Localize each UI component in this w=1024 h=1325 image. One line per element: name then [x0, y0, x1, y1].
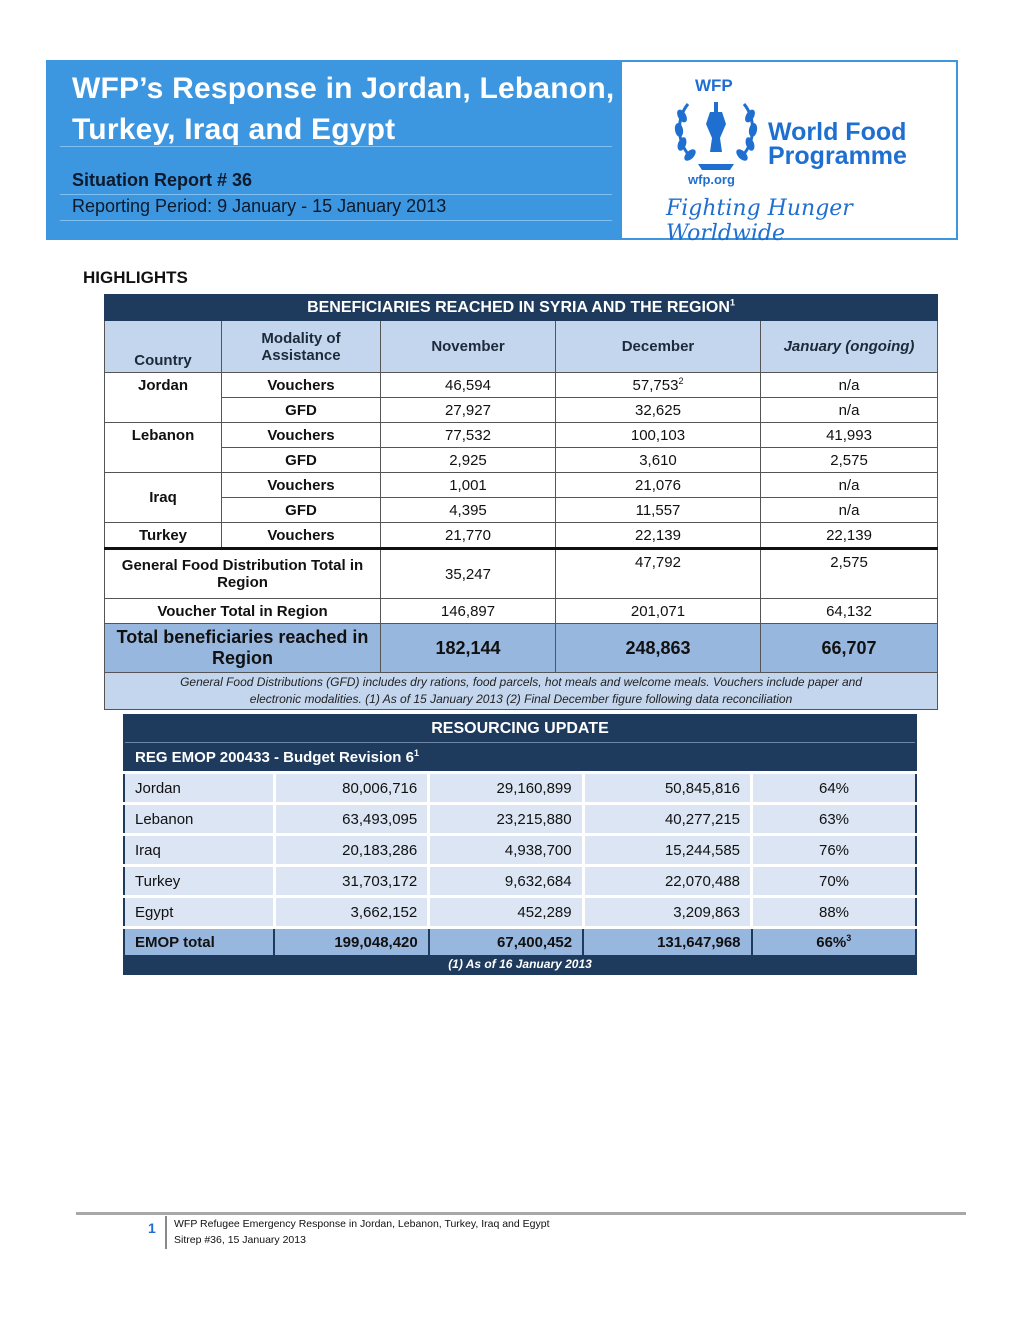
highlights-heading: HIGHLIGHTS: [83, 268, 188, 287]
table-row: [105, 423, 938, 448]
emop-total-row: [124, 928, 916, 956]
percent-cell: 63%: [752, 804, 916, 835]
resourcing-title: RESOURCING UPDATE: [124, 715, 916, 743]
amount-cell: 80,006,716: [274, 773, 428, 804]
page-number: 1: [148, 1220, 156, 1236]
report-title-line1: WFP’s Response in Jordan, Lebanon,: [72, 72, 615, 105]
gfd-total-row: [105, 549, 938, 599]
grand-total-label: Total beneficiaries reached in Region: [105, 624, 381, 673]
country-cell: Iraq: [105, 473, 222, 523]
header-divider: [60, 220, 612, 221]
country-cell: Lebanon: [124, 804, 274, 835]
january-cell: 41,993: [761, 423, 938, 448]
grand-total-row: [105, 624, 938, 673]
modality-cell: Vouchers: [222, 523, 381, 549]
country-cell: Turkey: [124, 866, 274, 897]
footer-text: [174, 1216, 550, 1248]
table-row: [105, 373, 938, 398]
november-cell: 46,594: [381, 373, 556, 398]
percent-cell: 66%$^3$: [752, 928, 916, 956]
january-cell: n/a: [761, 473, 938, 498]
january-cell: n/a: [761, 373, 938, 398]
november-cell: 4,395: [381, 498, 556, 523]
footer-separator: [165, 1216, 167, 1249]
table-footnote: General Food Distributions (GFD) includes dry rations, food parcels, hot meals and welcome meals. Vouchers include paper and electronic modalities. (1) As of 15 January 2013 (2) Final December figure following data reconciliation: [105, 673, 938, 710]
resourcing-title-row: [124, 715, 916, 743]
december-cell: 100,103: [556, 423, 761, 448]
amount-cell: 15,244,585: [583, 835, 751, 866]
amount-cell: 452,289: [429, 897, 583, 928]
december-cell: 201,071: [556, 599, 761, 624]
footer-divider: [76, 1212, 966, 1215]
november-cell: 77,532: [381, 423, 556, 448]
table-row: [124, 773, 916, 804]
amount-cell: 40,277,215: [583, 804, 751, 835]
modality-cell: GFD: [222, 498, 381, 523]
voucher-total-row: [105, 599, 938, 624]
january-cell: n/a: [761, 398, 938, 423]
beneficiaries-title: BENEFICIARIES REACHED IN SYRIA AND THE REGION$^1$: [105, 295, 938, 321]
table-footnote-row: [105, 673, 938, 710]
table-title-row: [105, 295, 938, 321]
table-row: [124, 866, 916, 897]
wfp-logo-panel: [620, 62, 956, 246]
gfd-total-label: General Food Distribution Total in Region: [105, 549, 381, 599]
amount-cell: 131,647,968: [583, 928, 751, 956]
november-cell: 35,247: [381, 549, 556, 599]
amount-cell: 4,938,700: [429, 835, 583, 866]
header-title-panel: [48, 62, 620, 238]
amount-cell: 9,632,684: [429, 866, 583, 897]
wfp-emblem-icon: [670, 94, 762, 174]
table-row: [124, 804, 916, 835]
country-cell: Iraq: [124, 835, 274, 866]
december-cell: 21,076: [556, 473, 761, 498]
header-january: January (ongoing): [761, 321, 938, 373]
wfp-url: wfp.org: [688, 172, 735, 187]
table-row: [105, 473, 938, 498]
situation-report-number: Situation Report # 36: [72, 170, 253, 190]
table-header-row: [105, 321, 938, 373]
november-cell: 21,770: [381, 523, 556, 549]
report-header: [46, 60, 958, 246]
modality-cell: Vouchers: [222, 423, 381, 448]
voucher-total-label: Voucher Total in Region: [105, 599, 381, 624]
december-cell: 248,863: [556, 624, 761, 673]
november-cell: 27,927: [381, 398, 556, 423]
wfp-acronym: WFP: [695, 76, 733, 95]
amount-cell: 63,493,095: [274, 804, 428, 835]
amount-cell: 20,183,286: [274, 835, 428, 866]
emop-total-label: EMOP total: [124, 928, 274, 956]
december-cell: 3,610: [556, 448, 761, 473]
wfp-name-line2: Programme: [768, 142, 907, 170]
amount-cell: 31,703,172: [274, 866, 428, 897]
footer-line2: Sitrep #36, 15 January 2013: [174, 1234, 306, 1246]
january-cell: 2,575: [761, 448, 938, 473]
table-row: [105, 398, 938, 423]
december-cell: 11,557: [556, 498, 761, 523]
december-cell: 32,625: [556, 398, 761, 423]
beneficiaries-table: [104, 294, 938, 710]
amount-cell: 50,845,816: [583, 773, 751, 804]
december-cell: 22,139: [556, 523, 761, 549]
modality-cell: GFD: [222, 398, 381, 423]
amount-cell: 23,215,880: [429, 804, 583, 835]
amount-cell: 29,160,899: [429, 773, 583, 804]
resourcing-subtitle-row: [124, 743, 916, 773]
country-cell: Egypt: [124, 897, 274, 928]
percent-cell: 76%: [752, 835, 916, 866]
header-modality: Modality of Assistance: [222, 321, 381, 373]
country-cell: Lebanon: [105, 423, 222, 473]
reporting-period: Reporting Period: 9 January - 15 January 2013: [72, 196, 447, 216]
percent-cell: 88%: [752, 897, 916, 928]
resourcing-footnote-row: [124, 955, 916, 974]
november-cell: 1,001: [381, 473, 556, 498]
november-cell: 182,144: [381, 624, 556, 673]
header-divider: [60, 194, 612, 195]
january-cell: 64,132: [761, 599, 938, 624]
resourcing-footnote: (1) As of 16 January 2013: [124, 955, 916, 974]
country-cell: Turkey: [105, 523, 222, 549]
amount-cell: 3,209,863: [583, 897, 751, 928]
header-december: December: [556, 321, 761, 373]
november-cell: 2,925: [381, 448, 556, 473]
december-cell: 57,753$^2$: [556, 373, 761, 398]
table-row: [105, 523, 938, 549]
january-cell: n/a: [761, 498, 938, 523]
table-row: [124, 835, 916, 866]
header-november: November: [381, 321, 556, 373]
december-cell: 47,792: [556, 549, 761, 599]
table-row: [105, 498, 938, 523]
report-title-line2: Turkey, Iraq and Egypt: [72, 113, 396, 146]
header-divider: [60, 146, 612, 147]
table-row: [124, 897, 916, 928]
amount-cell: 199,048,420: [274, 928, 428, 956]
resourcing-subtitle: REG EMOP 200433 - Budget Revision $6^1$: [124, 743, 916, 773]
percent-cell: 70%: [752, 866, 916, 897]
amount-cell: 67,400,452: [429, 928, 583, 956]
january-cell: 66,707: [761, 624, 938, 673]
resourcing-table: [123, 714, 917, 975]
country-cell: Jordan: [124, 773, 274, 804]
amount-cell: 22,070,488: [583, 866, 751, 897]
january-cell: 22,139: [761, 523, 938, 549]
percent-cell: 64%: [752, 773, 916, 804]
modality-cell: Vouchers: [222, 373, 381, 398]
january-cell: 2,575: [761, 549, 938, 599]
november-cell: 146,897: [381, 599, 556, 624]
country-cell: Jordan: [105, 373, 222, 423]
wfp-tagline: Fighting Hunger Worldwide: [666, 196, 853, 246]
modality-cell: Vouchers: [222, 473, 381, 498]
table-row: [105, 448, 938, 473]
wfp-name: [768, 120, 907, 168]
wfp-name-line1: World Food: [768, 118, 907, 146]
modality-cell: GFD: [222, 448, 381, 473]
footer-line1: WFP Refugee Emergency Response in Jordan, Lebanon, Turkey, Iraq and Egypt: [174, 1218, 550, 1230]
header-country: Country: [105, 321, 222, 373]
amount-cell: 3,662,152: [274, 897, 428, 928]
